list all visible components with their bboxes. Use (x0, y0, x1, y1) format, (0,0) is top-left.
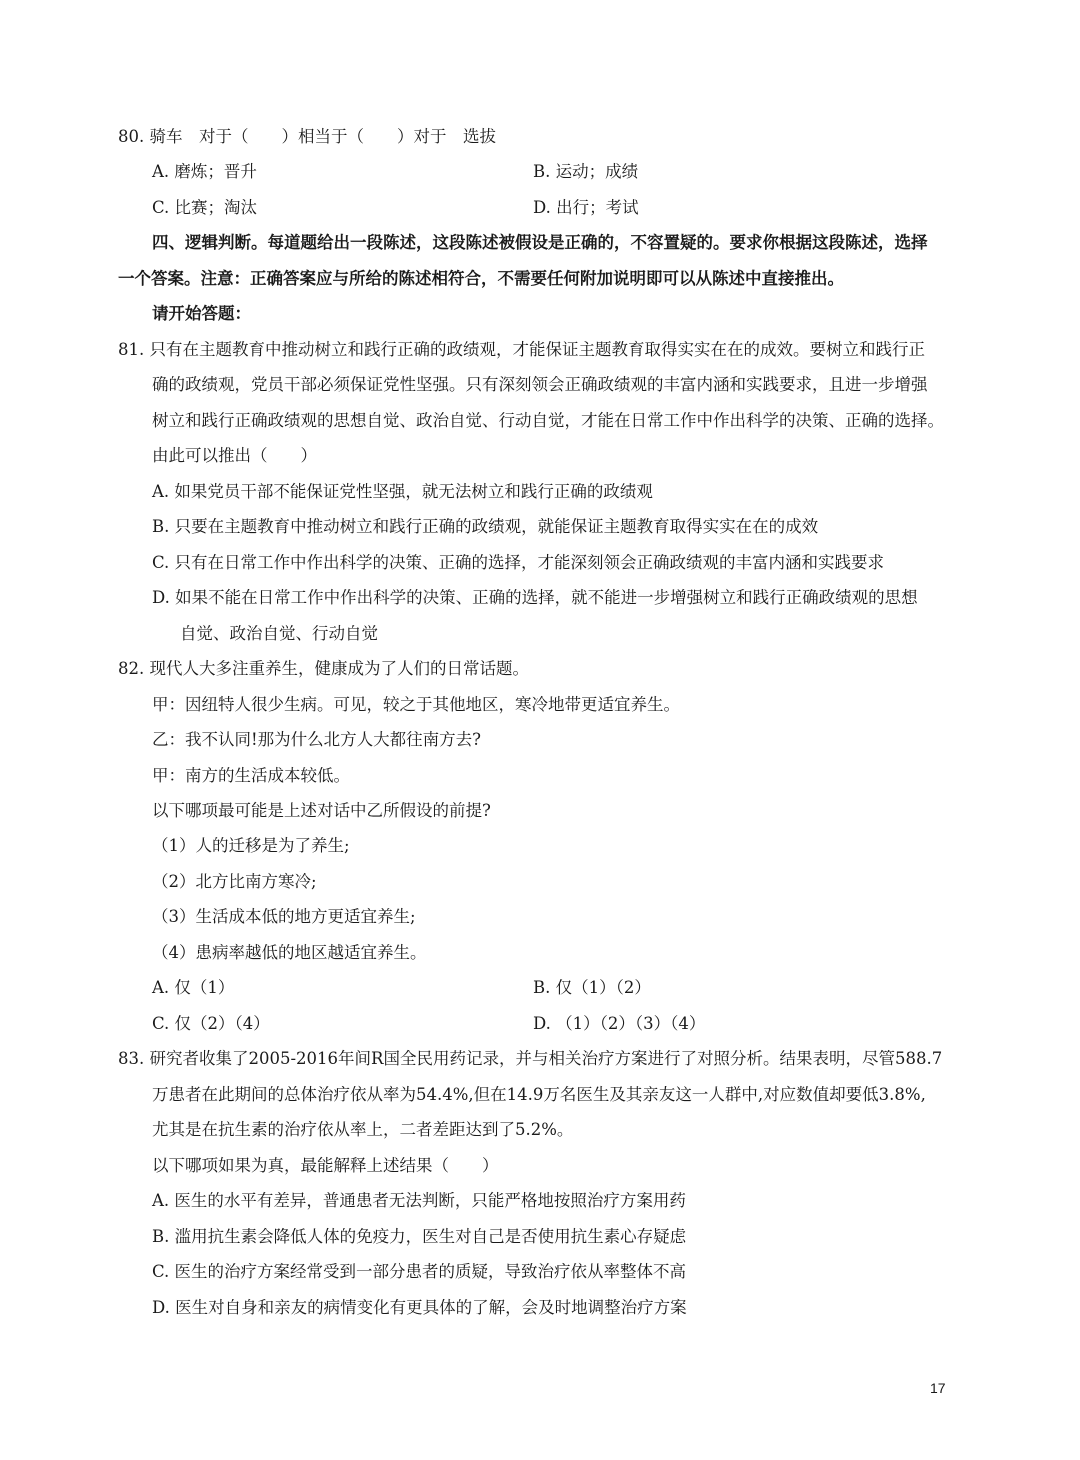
q83-option-b: B. 滥用抗生素会降低人体的免疫力，医生对自己是否使用抗生素心存疑虑 (152, 1227, 687, 1246)
q82-dialogue-yi: 乙：我不认同!那为什么北方人大都往南方去? (152, 730, 481, 749)
q82-premise-1: （1）人的迁移是为了养生; (152, 836, 350, 855)
q82-option-d: D. （1）（2）（3）（4） (533, 1014, 706, 1033)
q81-option-a: A. 如果党员干部不能保证党性坚强，就无法树立和践行正确的政绩观 (152, 482, 653, 501)
q81-option-b: B. 只要在主题教育中推动树立和践行正确的政绩观，就能保证主题教育取得实实在在的成效 (152, 517, 819, 536)
section-instructions-line1: 四、逻辑判断。每道题给出一段陈述，这段陈述被假设是正确的，不容置疑的。要求你根据这段陈述，选择 (152, 233, 928, 252)
q82-premise-4: （4）患病率越低的地区越适宜养生。 (152, 943, 427, 962)
q80-option-c: C. 比赛；淘汰 (152, 198, 258, 217)
q80-option-b: B. 运动；成绩 (533, 162, 639, 181)
q83-option-a: A. 医生的水平有差异，普通患者无法判断，只能严格地按照治疗方案用药 (152, 1191, 686, 1210)
q80-option-d: D. 出行；考试 (533, 198, 639, 217)
section-instructions-line2: 一个答案。注意：正确答案应与所给的陈述相符合，不需要任何附加说明即可以从陈述中直接推出。 (118, 269, 844, 288)
q82-premise-3: （3）生活成本低的地方更适宜养生; (152, 907, 416, 926)
q82-option-c: C. 仅（2）（4） (152, 1014, 270, 1033)
q80-stem: 80. 骑车 对于（ ）相当于（ ）对于 选拔 (118, 127, 496, 146)
q83-stem-line3: 尤其是在抗生素的治疗依从率上，二者差距达到了5.2%。 (152, 1120, 574, 1139)
q82-stem: 82. 现代人大多注重养生，健康成为了人们的日常话题。 (118, 659, 529, 678)
q81-stem-line4: 由此可以推出（ ） (152, 446, 317, 465)
q83-option-c: C. 医生的治疗方案经常受到一部分患者的质疑，导致治疗依从率整体不高 (152, 1262, 687, 1281)
q82-dialogue-jia-1: 甲：因纽特人很少生病。可见，较之于其他地区，寒冷地带更适宜养生。 (152, 695, 680, 714)
q83-stem-line1: 83. 研究者收集了2005-2016年间R国全民用药记录，并与相关治疗方案进行了对照分析。结果表明，尽管588.7 (118, 1049, 943, 1068)
q82-dialogue-jia-2: 甲：南方的生活成本较低。 (152, 766, 350, 785)
q81-option-d-line2: 自觉、政治自觉、行动自觉 (180, 624, 378, 643)
page-number: 17 (930, 1380, 946, 1396)
q83-stem-line2: 万患者在此期间的总体治疗依从率为54.4%,但在14.9万名医生及其亲友这一人群中,对应数值却要低3.8%, (152, 1085, 926, 1104)
q81-stem-line3: 树立和践行正确政绩观的思想自觉、政治自觉、行动自觉，才能在日常工作中作出科学的决策、正确的选择。 (152, 411, 944, 430)
q82-option-a: A. 仅（1） (152, 978, 235, 997)
q81-stem-line1: 81. 只有在主题教育中推动树立和践行正确的政绩观，才能保证主题教育取得实实在在的成效。要树立和践行正 (118, 340, 925, 359)
q82-premise-2: （2）北方比南方寒冷; (152, 872, 317, 891)
q81-stem-line2: 确的政绩观，党员干部必须保证党性坚强。只有深刻领会正确政绩观的丰富内涵和实践要求，且进一步增强 (152, 375, 928, 394)
q81-option-d-line1: D. 如果不能在日常工作中作出科学的决策、正确的选择，就不能进一步增强树立和践行正确政绩观的思想 (152, 588, 918, 607)
q81-option-c: C. 只有在日常工作中作出科学的决策、正确的选择，才能深刻领会正确政绩观的丰富内涵和实践要求 (152, 553, 885, 572)
q82-option-b: B. 仅（1）（2） (533, 978, 651, 997)
q82-question: 以下哪项最可能是上述对话中乙所假设的前提? (152, 801, 491, 820)
section-start-label: 请开始答题： (152, 304, 251, 323)
q83-question: 以下哪项如果为真，最能解释上述结果（ ） (152, 1156, 499, 1175)
q80-option-a: A. 磨炼；晋升 (152, 162, 257, 181)
q83-option-d: D. 医生对自身和亲友的病情变化有更具体的了解，会及时地调整治疗方案 (152, 1298, 687, 1317)
